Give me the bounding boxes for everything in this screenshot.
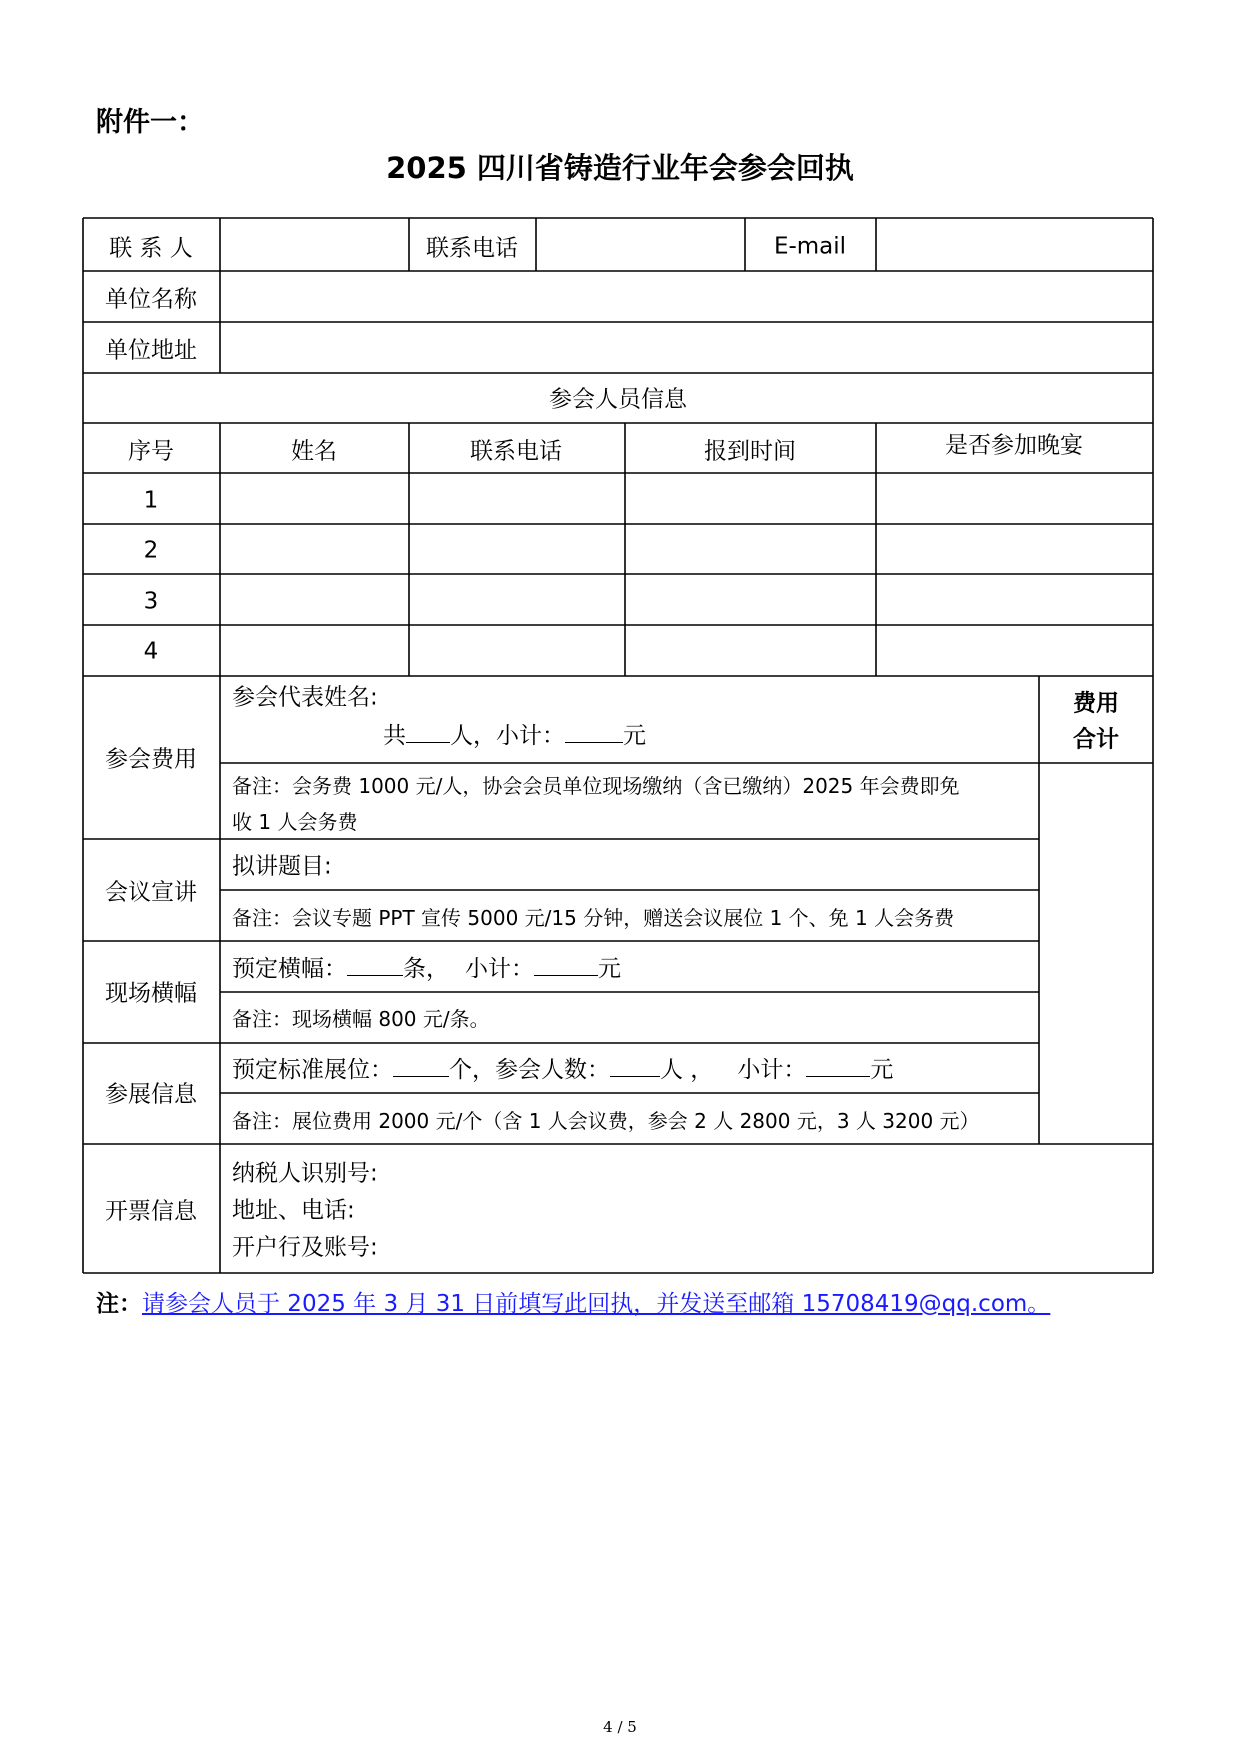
total-unit: 人，小计： [450,723,565,749]
fee-total-line [383,722,646,748]
fee-total-header: 费用 [1073,690,1119,717]
speech-section-label: 会议宣讲 [105,879,197,906]
attendee-row-number: 4 [143,638,159,665]
footer-note [96,1285,1050,1318]
attendee-count-blank[interactable] [610,1056,660,1077]
company-name-label: 单位名称 [105,286,197,313]
page-title: 2025 四川省铸造行业年会参会回执 [386,151,854,185]
column-header-dinner: 是否参加晚宴 [945,432,1083,459]
banner-count-blank[interactable] [347,955,403,976]
banner-order-line [232,955,621,981]
company-address-label: 单位地址 [105,337,197,364]
fee-total-header: 合计 [1073,726,1119,753]
fee-section-label: 参会费用 [105,746,197,773]
email-label: E-mail [773,233,847,260]
attachment-label: 附件一： [96,107,204,138]
attendee-row-number: 2 [143,537,159,564]
booth-prefix: 预定标准展位： [232,1057,393,1083]
attendee-row-number: 1 [143,487,159,514]
banner-unit: 条， [403,956,449,982]
people-unit: 人 ， [660,1057,714,1083]
contact-phone-label: 联系电话 [426,235,518,262]
banner-prefix: 预定横幅： [232,956,347,982]
attendee-section-title: 参会人员信息 [549,386,687,413]
yuan-unit: 元 [870,1057,894,1083]
subtotal-blank[interactable] [565,722,623,743]
column-header-name: 姓名 [291,438,337,465]
total-prefix: 共 [383,723,406,749]
invoice-section-label: 开票信息 [105,1198,197,1225]
booth-count-blank[interactable] [393,1056,449,1077]
email-submit-link[interactable]: 请参会人员于 2025 年 3 月 31 日前填写此回执，并发送至邮箱 15708419@qq.com。 [142,1291,1051,1317]
yuan-unit: 元 [623,723,646,749]
exhibit-section-label: 参展信息 [105,1081,197,1108]
address-phone-label: 地址、电话: [232,1197,355,1224]
topic-label: 拟讲题目: [232,853,332,880]
people-count-blank[interactable] [406,722,450,743]
banner-section-label: 现场横幅 [105,980,197,1007]
rep-name-label: 参会代表姓名: [232,684,378,711]
exhibit-subtotal-label: 小计： [737,1057,807,1083]
banner-subtotal-blank[interactable] [534,955,598,976]
footer-note-head: 注： [96,1291,142,1317]
booth-unit: 个，参会人数： [449,1057,610,1083]
exhibit-subtotal-blank[interactable] [806,1056,870,1077]
column-header-index: 序号 [128,438,174,465]
page-number: 4 / 5 [603,1718,637,1736]
attendee-row-number: 3 [143,588,159,615]
fee-note: 备注：会务费 1000 元/人，协会会员单位现场缴纳（含已缴纳）2025 年会费即免 [232,774,960,798]
banner-note: 备注：现场横幅 800 元/条。 [232,1007,490,1031]
bank-account-label: 开户行及账号: [232,1234,378,1261]
column-header-checkin-time: 报到时间 [704,438,796,465]
fee-note: 收 1 人会务费 [232,810,358,834]
speech-note: 备注：会议专题 PPT 宣传 5000 元/15 分钟，赠送会议展位 1 个、免 1 人会务费 [232,906,955,930]
yuan-unit: 元 [598,956,621,982]
banner-subtotal-label: 小计： [465,956,534,982]
contact-person-label: 联 系 人 [109,235,193,262]
column-header-phone: 联系电话 [470,438,562,465]
exhibit-note: 备注：展位费用 2000 元/个（含 1 人会议费，参会 2 人 2800 元，3 人 3200 元） [232,1109,980,1133]
booth-order-line [232,1056,893,1082]
tax-id-label: 纳税人识别号: [232,1160,378,1187]
